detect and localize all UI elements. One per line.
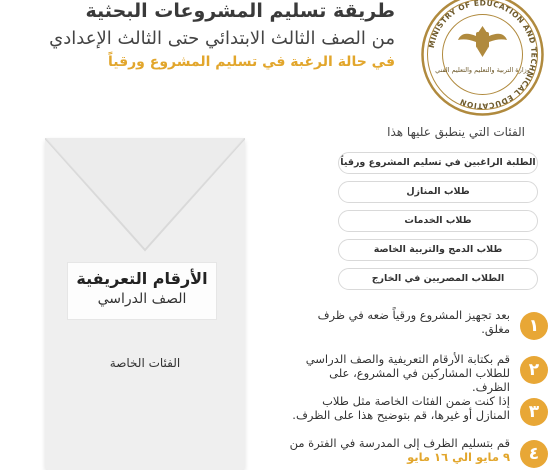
envelope-label-sub: الصف الدراسي <box>97 291 187 307</box>
page-subtitle: من الصف الثالث الابتدائي حتى الثالث الإعدادي <box>49 28 395 49</box>
step-item <box>288 308 548 342</box>
step-number-badge: ٢ <box>520 356 548 384</box>
step-text: بعد تجهيز المشروع ورقياً ضعه في ظرف مغلق. <box>317 308 510 336</box>
accent-subtitle: في حالة الرغبة في تسليم المشروع ورقياً <box>107 54 395 70</box>
seal-ring-text: MINISTRY OF EDUCATION AND TECHNICAL EDUCATION <box>426 0 539 111</box>
step-item <box>288 394 548 428</box>
category-item: طلاب الخدمات <box>338 210 538 232</box>
step-item <box>288 436 548 470</box>
envelope-illustration <box>45 138 245 470</box>
envelope-label-card <box>67 262 217 320</box>
step-text-main: قم بتسليم الظرف إلى المدرسة في الفترة من <box>289 436 510 450</box>
categories-heading: الفئات التي ينطبق عليها هذا <box>387 125 525 139</box>
step-number-badge: ١ <box>520 312 548 340</box>
step-number-badge: ٤ <box>520 440 548 468</box>
category-item: طلاب المنازل <box>338 181 538 203</box>
envelope-flap <box>45 138 245 258</box>
envelope-note: الفئات الخاصة <box>109 356 181 370</box>
step-text: قم بكتابة الأرقام التعريفية والصف الدراسي للطلاب المشاركين في المشروع، على الظرف. <box>305 352 510 394</box>
step-text: إذا كنت ضمن الفئات الخاصة مثل طلاب المنازل أو غيرها، قم بتوضيح هذا على الظرف. <box>292 394 510 422</box>
category-item: الطلاب المصريين في الخارج <box>338 268 538 290</box>
category-item: الطلبة الراغبين في تسليم المشروع ورقياً <box>338 152 538 174</box>
category-item: طلاب الدمج والتربية الخاصة <box>338 239 538 261</box>
step-date-highlight: ٩ مايو الي ١٦ مايو <box>407 450 510 464</box>
page-title: طريقة تسليم المشروعات البحثية <box>85 0 395 22</box>
step-item <box>288 352 548 394</box>
seal-arabic-text: وزارة التربية والتعليم والتعليم الفني <box>435 66 530 74</box>
envelope-label-title: الأرقام التعريفية <box>76 269 208 288</box>
step-text <box>288 436 510 464</box>
step-number-badge: ٣ <box>520 398 548 426</box>
ministry-seal-logo <box>420 0 545 117</box>
